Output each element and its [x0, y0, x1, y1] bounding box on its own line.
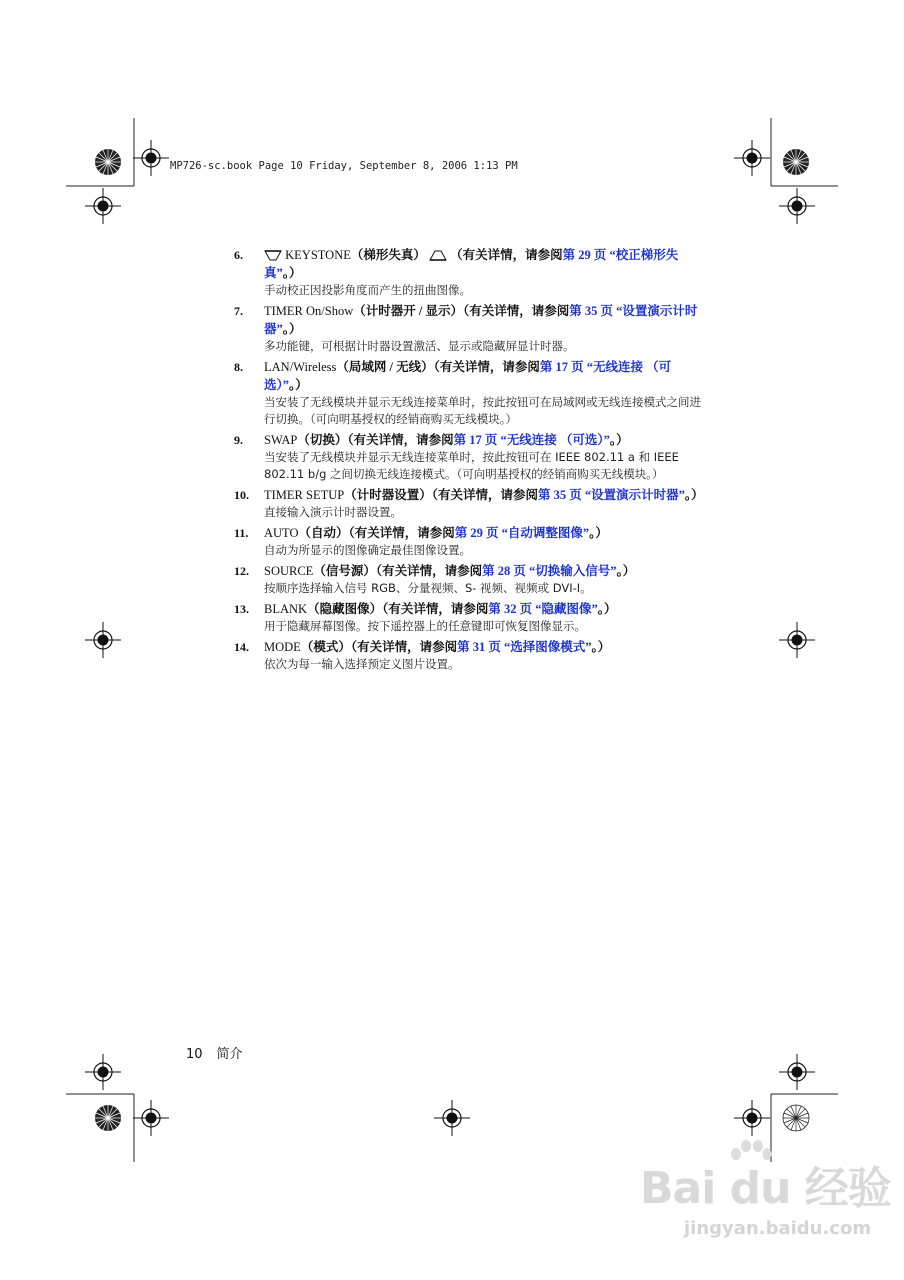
see-also-prefix: （有关详情，请参阅 [350, 640, 458, 654]
keystone-down-icon [264, 250, 282, 261]
see-also-suffix: 。） [589, 526, 608, 540]
keystone-up-icon [429, 250, 447, 261]
list-item [234, 524, 709, 562]
cross-reference-link[interactable]: 第 29 页 “自动调整图像” [454, 526, 590, 540]
key-name: SOURCE [264, 564, 314, 578]
key-chinese-name: （切换） [297, 433, 348, 447]
item-title [264, 524, 709, 542]
see-also-suffix: 。） [609, 433, 629, 447]
cross-reference-link[interactable]: 第 28 页 “切换输入信号” [482, 564, 617, 578]
page-number: 10 [186, 1047, 203, 1062]
key-name: MODE [264, 640, 301, 654]
see-also-suffix: 。） [282, 322, 302, 336]
item-title [264, 431, 709, 449]
key-chinese-name: （计时器开 / 显示） [353, 304, 463, 318]
key-chinese-name: （局域网 / 无线） [336, 360, 434, 374]
see-also-suffix: 。） [591, 640, 611, 654]
see-also-prefix: （有关详情，请参阅 [347, 433, 454, 447]
section-title: 简介 [216, 1047, 243, 1062]
cross-reference-link[interactable]: 第 31 页 “选择图像模式” [457, 640, 592, 654]
item-number: 14. [234, 640, 249, 654]
list-item [234, 562, 709, 600]
key-name: LAN/Wireless [264, 360, 337, 374]
see-also-suffix: 。） [282, 266, 302, 280]
list-item [234, 358, 709, 431]
item-title [264, 562, 709, 580]
item-number: 13. [234, 602, 249, 616]
see-also-suffix: 。） [616, 564, 636, 578]
cross-reference-link[interactable]: 第 17 页 “无线连接 （可选）” [264, 360, 672, 392]
item-description: 自动为所显示的图像确定最佳图像设置。 [264, 543, 471, 557]
see-also-suffix: 。） [289, 378, 308, 392]
item-description: 依次为每一输入选择预定义图片设置。 [264, 657, 460, 671]
item-description: 用于隐藏屏幕图像。按下遥控器上的任意键即可恢复图像显示。 [264, 619, 586, 633]
list-item [234, 302, 709, 358]
key-chinese-name: （计时器设置） [344, 488, 432, 502]
item-number: 9. [234, 433, 243, 447]
item-description: 按顺序选择输入信号 RGB、分量视频、S- 视频、视频或 DVI-I。 [264, 581, 592, 595]
see-also-prefix: （有关详情，请参阅 [431, 488, 538, 502]
item-number: 12. [234, 564, 249, 578]
item-title [264, 638, 709, 656]
item-description: 手动校正因投影角度而产生的扭曲图像。 [264, 283, 471, 297]
baidu-jingyan-watermark [640, 1140, 891, 1270]
item-description: 直接输入演示计时器设置。 [264, 505, 402, 519]
item-title [264, 246, 709, 282]
see-also-prefix: （有关详情，请参阅 [375, 564, 483, 578]
see-also-prefix: （有关详情，请参阅 [382, 602, 489, 616]
list-item [234, 638, 709, 676]
key-name: KEYSTONE [285, 248, 351, 262]
see-also-suffix: 。） [684, 488, 704, 502]
key-chinese-name: （隐藏图像） [307, 602, 383, 616]
item-number: 10. [234, 488, 249, 502]
item-title [264, 600, 709, 618]
key-name: SWAP [264, 433, 298, 447]
paw-icon [728, 1140, 772, 1180]
key-chinese-name: （自动） [298, 526, 349, 540]
key-name: AUTO [264, 526, 299, 540]
cross-reference-link[interactable]: 第 32 页 “隐藏图像” [488, 602, 598, 616]
list-item [234, 431, 709, 486]
watermark-brand: Bai du 经验 [640, 1163, 891, 1214]
item-number: 7. [234, 304, 243, 318]
cross-reference-link[interactable]: 第 29 页 “校正梯形失真” [264, 248, 679, 280]
cross-reference-link[interactable]: 第 35 页 “设置演示计时器” [538, 488, 685, 502]
list-item [234, 246, 709, 302]
list-item [234, 486, 709, 524]
list-item [234, 600, 709, 638]
item-description: 当安装了无线模块并显示无线连接菜单时，按此按钮可在 IEEE 802.11 a 和 IEEE 802.11 b/g 之间切换无线连接模式。（可向明基授权的经销商购买无线模块。） [264, 450, 679, 481]
remote-key-list [234, 246, 709, 676]
item-number: 8. [234, 360, 243, 374]
item-description: 多功能键，可根据计时器设置激活、显示或隐藏屏显计时器。 [264, 339, 575, 353]
file-header: MP726-sc.book Page 10 Friday, September 8, 2006 1:13 PM [170, 160, 518, 172]
see-also-suffix: 。） [597, 602, 617, 616]
item-description: 当安装了无线模块并显示无线连接菜单时，按此按钮可在局域网或无线连接模式之间进行切换。（可向明基授权的经销商购买无线模块。） [264, 395, 701, 426]
see-also-prefix: （有关详情，请参阅 [450, 248, 563, 262]
item-title [264, 358, 709, 394]
watermark-url: jingyan.baidu.com [684, 1218, 872, 1239]
item-title [264, 486, 709, 504]
key-chinese-name: （梯形失真） [350, 248, 426, 262]
cross-reference-link[interactable]: 第 17 页 “无线连接 （可选）” [453, 433, 610, 447]
see-also-prefix: （有关详情，请参阅 [348, 526, 455, 540]
see-also-prefix: （有关详情，请参阅 [462, 304, 570, 318]
item-number: 11. [234, 526, 249, 540]
key-chinese-name: （模式） [300, 640, 351, 654]
see-also-prefix: （有关详情，请参阅 [433, 360, 540, 374]
key-name: TIMER SETUP [264, 488, 345, 502]
item-number: 6. [234, 248, 243, 262]
item-title [264, 302, 709, 338]
key-name: BLANK [264, 602, 308, 616]
key-chinese-name: （信号源） [313, 564, 376, 578]
key-name: TIMER On/Show [264, 304, 354, 318]
page-footer [186, 1043, 243, 1062]
cross-reference-link[interactable]: 第 35 页 “设置演示计时器” [264, 304, 698, 336]
